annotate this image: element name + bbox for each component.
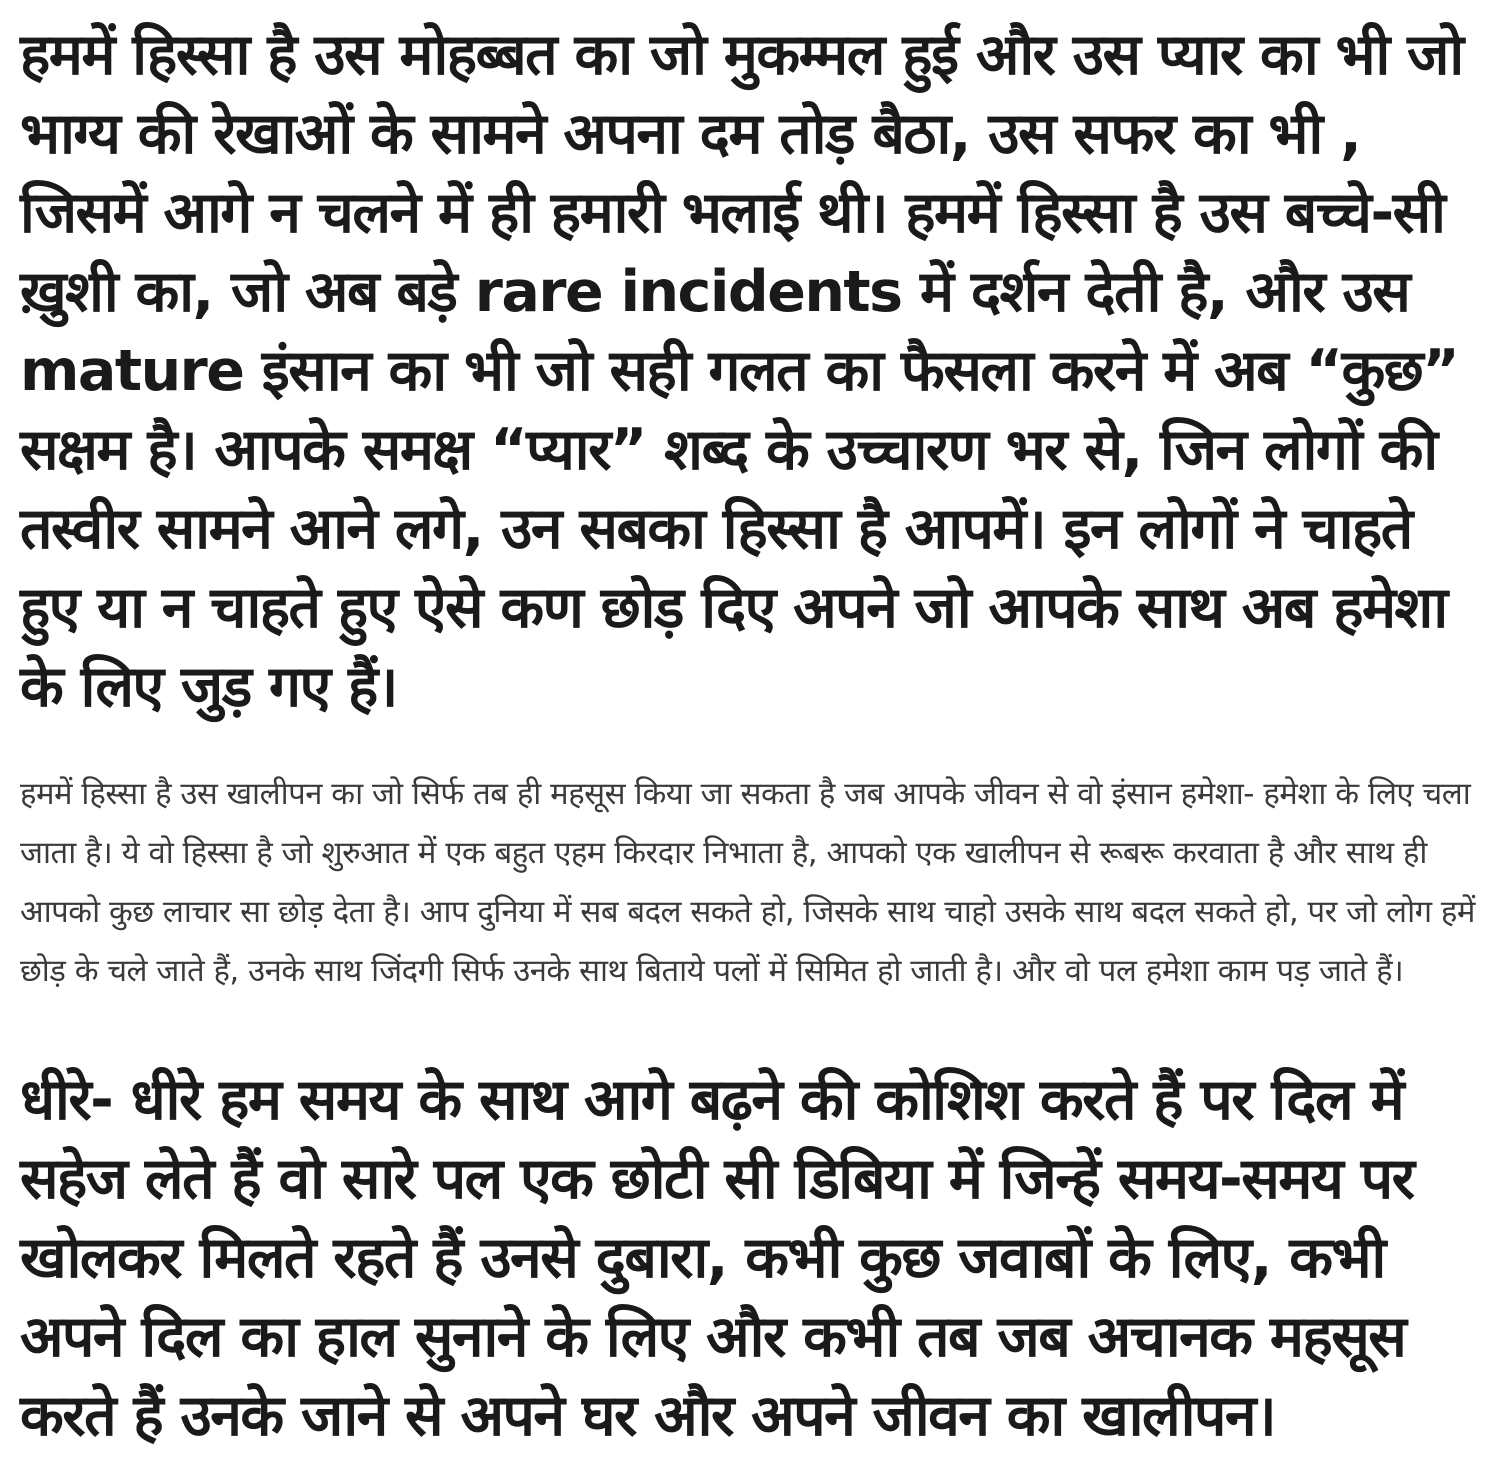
paragraph-moving-on: धीरे- धीरे हम समय के साथ आगे बढ़ने की कोशिश करते हैं पर दिल में सहेज लेते हैं वो सारे पल एक छोटी सी डिबिया में जिन्हें समय-समय पर खोलकर मिलते रहते हैं उनसे दुबारा, कभी कुछ जवाबों के लिए, कभी अपने दिल का हाल सुनाने के लिए और कभी तब जब अचानक महसूस करते हैं उनके जाने से अपने घर और अपने जीवन का खालीपन। [20, 1067, 1414, 1449]
paragraph-emptiness: हममें हिस्सा है उस खालीपन का जो सिर्फ तब ही महसूस किया जा सकता है जब आपके जीवन से वो इंसान हमेशा- हमेशा के लिए चला जाता है। ये वो हिस्सा है जो शुरुआत में एक बहुत एहम किरदार निभाता है, आपको एक खालीपन से रूबरू करवाता है और साथ ही आपको कुछ लाचार सा छोड़ देता है। आप दुनिया में सब बदल सकते हो, जिसके साथ चाहो उसके साथ बदल सकते हो, पर जो लोग हमें छोड़ के चले जाते हैं, उनके साथ जिंदगी सिर्फ उनके साथ बिताये पलों में सिमित हो जाती है। और वो पल हमेशा काम पड़ जाते हैं। [20, 776, 1475, 989]
paragraph-intro: हममें हिस्सा है उस मोहब्बत का जो मुकम्मल हुई और उस प्यार का भी जो भाग्य की रेखाओं के सामने अपना दम तोड़ बैठा, उस सफर का भी , जिसमें आगे न चलने में ही हमारी भलाई थी। हममें हिस्सा है उस बच्चे-सी ख़ुशी का, जो अब बड़े rare incidents में दर्शन देती है, और उस mature इंसान का भी जो सही गलत का फैसला करने में अब “कुछ” सक्षम है। आपके समक्ष “प्यार” शब्द के उच्चारण भर से, जिन लोगों की तस्वीर सामने आने लगे, उन सबका हिस्सा है आपमें। इन लोगों ने चाहते हुए या न चाहते हुए ऐसे कण छोड़ दिए अपने जो आपके साथ अब हमेशा के लिए जुड़ गए हैं। [20, 22, 1463, 720]
article-body [20, 16, 1484, 1456]
